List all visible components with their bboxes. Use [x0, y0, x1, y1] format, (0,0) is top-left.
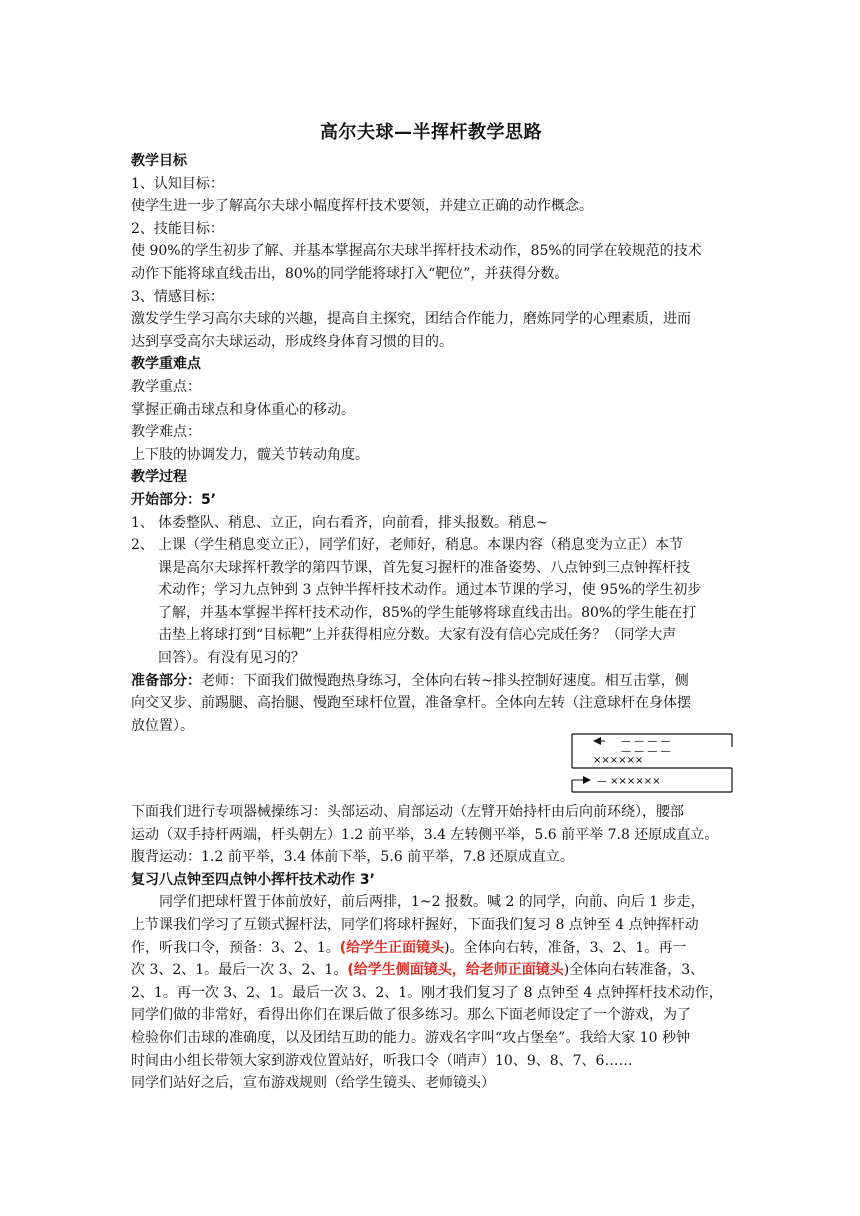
goal1-text: 使学生进一步了解高尔夫球小幅度挥杆技术要领，并建立正确的动作概念。: [131, 198, 593, 215]
equipment-paragraph-line: 下面我们进行专项器械操练习：头部运动、肩部运动（左臂开始持杆由后向前环绕），腰部: [131, 804, 684, 820]
list-item-continuation: 击垫上将球打到“目标靶”上并获得相应分数。大家有没有信心完成任务？（同学大声: [158, 627, 677, 644]
review-paragraph-line: 检验你们击球的准确度，以及团结互助的能力。游戏名字叫“攻占堡垒”。我给大家 10 秒钟: [131, 1029, 691, 1046]
right-arrow-icon: [583, 776, 591, 784]
list-item-number: 1、: [131, 514, 154, 531]
list-item-continuation: 术动作；学习九点钟到 3 点钟半挥杆技术动作。通过本节课的学习，使 95%的学生初步: [158, 582, 702, 599]
difficulty-label: 教学难点：: [131, 424, 201, 441]
list-item: [131, 534, 731, 557]
goal1-label: 1、认知目标：: [131, 175, 224, 192]
prep-paragraph-line: [131, 670, 731, 693]
review-heading: 复习八点钟至四点钟小挥杆技术动作 3’: [131, 871, 375, 888]
list-item-continuation: 课是高尔夫球挥杆教学的第四节课，首先复习握杆的准备姿势、八点钟到三点钟挥杆技: [158, 559, 690, 576]
prep-paragraph-line: 向交叉步、前踢腿、高抬腿、慢跑至球杆位置，准备拿杆。全体向左转（注意球杆在身体摆: [131, 695, 691, 712]
key-point-label: 教学重点：: [131, 378, 201, 395]
review-paragraph-line: [131, 959, 731, 982]
review-text: 作，听我口令，预备：3、2、1。: [131, 939, 340, 956]
goal3-text-line: 达到享受高尔夫球运动，形成终身体育习惯的目的。: [131, 333, 453, 350]
section-heading-goals: 教学目标: [131, 153, 187, 169]
list-item: [131, 512, 731, 535]
document-body: [131, 150, 731, 737]
review-paragraph-line: 2、1。再一次 3、2、1。最后一次 3、2、1。刚才我们复习了 8 点钟至 4 点钟挥杆技术动作，: [131, 984, 723, 1001]
formation-diagram: [571, 733, 733, 793]
prep-text: 老师：下面我们做慢跑热身练习，全体向右转~排头控制好速度。相互击掌，侧: [201, 672, 689, 689]
goal2-text-line: 动作下能将球直线击出，80%的同学能将球打入“靶位”，并获得分数。: [131, 265, 569, 282]
list-item-number: 2、: [131, 537, 154, 554]
formation-row: ××××××: [593, 755, 644, 766]
key-point-text: 掌握正确击球点和身体重心的移动。: [131, 401, 355, 418]
review-paragraph-line: 同学们站好之后，宣布游戏规则（给学生镜头、老师镜头）: [131, 1075, 495, 1092]
prep-paragraph-line: 放位置）。: [131, 717, 194, 734]
prep-part-heading: 准备部分：: [131, 672, 201, 689]
difficulty-text: 上下肢的协调发力，髋关节转动角度。: [131, 446, 369, 463]
highlight-note: (给学生正面镜头: [339, 939, 445, 956]
section-heading-process: 教学过程: [131, 469, 187, 486]
highlight-note: (给学生侧面镜头，给老师正面镜头: [347, 962, 564, 979]
formation-row: — — — —: [621, 736, 671, 747]
goal3-text-line: 激发学生学习高尔夫球的兴趣，提高自主探究，团结合作能力，磨炼同学的心理素质，进而: [131, 311, 691, 328]
document-title: 高尔夫球—半挥杆教学思路: [320, 122, 542, 143]
review-text: 次 3、2、1。最后一次 3、2、1。: [131, 962, 348, 979]
start-part-heading: 开始部分：5’: [131, 491, 217, 508]
review-paragraph-line: 时间由小组长带领大家到游戏位置站好，听我口令（哨声）10、9、8、7、6……: [131, 1052, 633, 1069]
list-item-text: 上课（学生稍息变立正），同学们好，老师好，稍息。本课内容（稍息变为立正）本节: [158, 537, 683, 554]
formation-row: — ××××××: [597, 776, 661, 787]
formation-row: — — — —: [621, 746, 671, 757]
equipment-paragraph-line: 运动（双手持杆两端，杆头朝左）1.2 前平举，3.4 左转侧平举，5.6 前平举 7.8 还原成直立。: [131, 826, 719, 843]
list-item-continuation: 了解，并基本掌握半挥杆技术动作，85%的学生能够将球直线击出。80%的学生能在打: [158, 604, 697, 621]
document-body-continued: [131, 801, 731, 1095]
equipment-paragraph-line: 腹背运动：1.2 前平举，3.4 体前下举，5.6 前平举，7.8 还原成直立。: [131, 849, 574, 866]
goal3-label: 3、情感目标：: [131, 288, 224, 305]
review-text: )全体向右转准备，3、: [563, 962, 705, 979]
goal2-label: 2、技能目标：: [131, 220, 224, 237]
section-heading-key-points: 教学重难点: [131, 356, 201, 373]
left-arrow-icon: [593, 737, 601, 745]
list-item-continuation: 回答）。有没有见习的？: [158, 650, 305, 667]
review-paragraph-line: 同学们把球杆置于体前放好，前后两排，1~2 报数。喊 2 的同学，向前、向后 1 步走，: [159, 894, 705, 911]
review-paragraph-line: [131, 937, 731, 960]
goal2-text-line: 使 90%的学生初步了解、并基本掌握高尔夫球半挥杆技术动作，85%的同学在较规范的技术: [131, 243, 702, 260]
review-paragraph-line: 同学们做的非常好，看得出你们在课后做了很多练习。那么下面老师设定了一个游戏，为了: [131, 1007, 691, 1024]
review-text: )。全体向右转，准备，3、2、1。再一: [444, 939, 687, 956]
review-paragraph-line: 上节课我们学习了互锁式握杆法，同学们将球杆握好，下面我们复习 8 点钟至 4 点钟挥杆动: [131, 916, 699, 933]
list-item-text: 体委整队、稍息、立正，向右看齐，向前看，排头报数。稍息~: [158, 514, 548, 531]
